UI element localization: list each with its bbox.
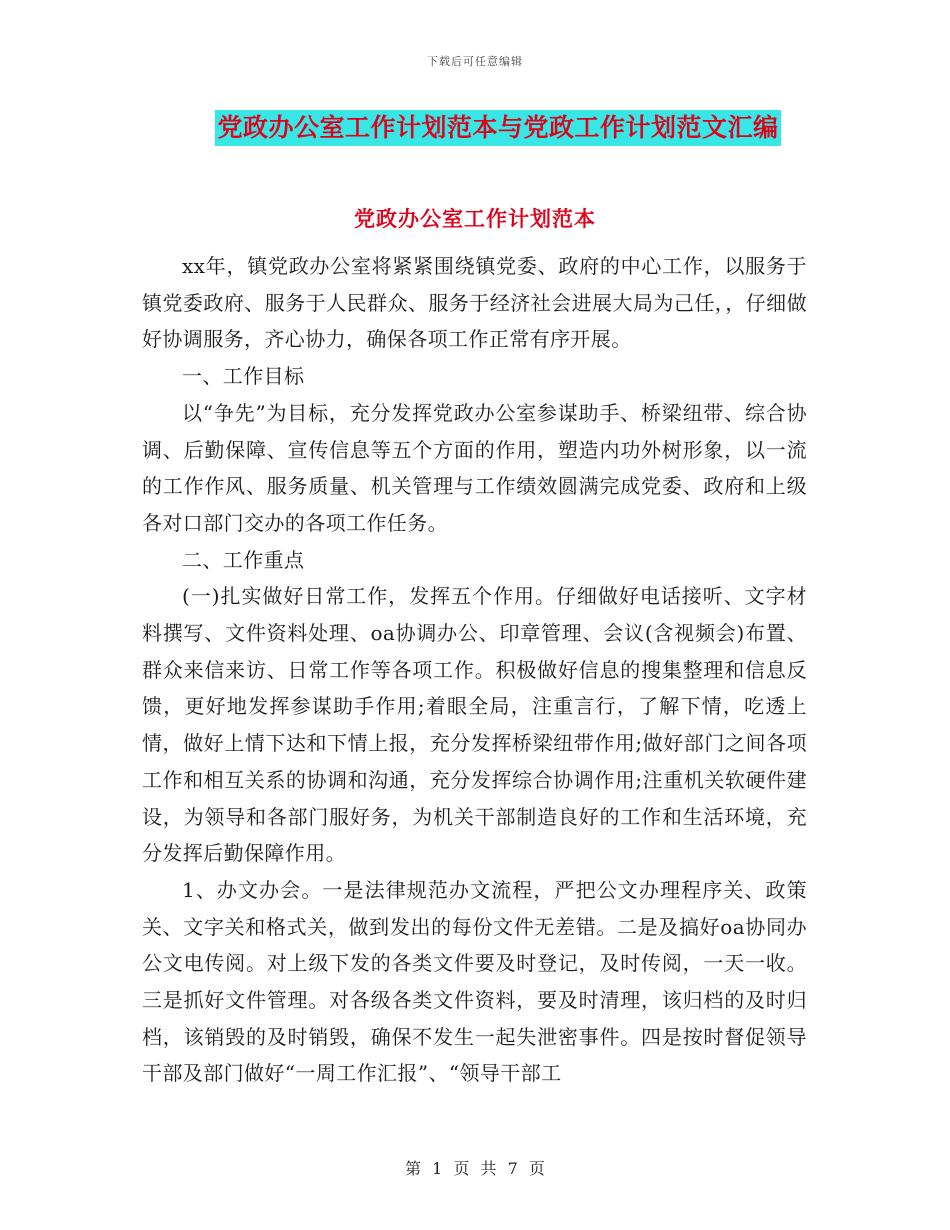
document-main-title: 党政办公室工作计划范本与党政工作计划范文汇编 — [215, 110, 780, 146]
header-note: 下载后可任意编辑 — [427, 55, 523, 68]
heading-work-focus: 二、工作重点 — [182, 547, 305, 572]
paragraph-goals: 以“争先”为目标，充分发挥党政办公室参谋助手、桥梁纽带、综合协调、后勤保障、宣传信息等五个方面的作用，塑造内功外树形象，以一流的工作作风、服务质量、机关管理与工作绩效圆满完成党委、政府和上级各对口部门交办的各项工作任务。 — [142, 400, 807, 535]
document-body — [142, 248, 807, 1092]
paragraph-intro: xx年，镇党政办公室将紧紧围绕镇党委、政府的中心工作，以服务于镇党委政府、服务于人民群众、服务于经济社会进展大局为己任，，仔细做好协调服务，齐心协力，确保各项工作正常有序开展。 — [142, 254, 807, 352]
page-number-footer: 第 1 页 共 7 页 — [405, 1159, 545, 1178]
main-title-container — [0, 110, 950, 146]
paragraph-documents-meetings: 1、办文办会。一是法律规范办文流程，严把公文办理程序关、政策关、文字关和格式关，做到发出的每份文件无差错。二是及搞好oa协同办公文电传阅。对上级下发的各类文件要及时登记，及时传阅，一天一收。三是抓好文件管理。对各级各类文件资料，要及时清理，该归档的及时归档，该销毁的及时销毁，确保不发生一起失泄密事件。四是按时督促领导干部及部门做好“一周工作汇报”、“领导干部工 — [142, 877, 807, 1086]
heading-work-goals: 一、工作目标 — [182, 364, 305, 389]
paragraph-daily-work: (一)扎实做好日常工作，发挥五个作用。仔细做好电话接听、文字材料撰写、文件资料处理、oa协调办公、印章管理、会议(含视频会)布置、群众来信来访、日常工作等各项工作。积极做好信息的搜集整理和信息反馈，更好地发挥参谋助手作用;着眼全局，注重言行，了解下情，吃透上情，做好上情下达和下情上报，充分发挥桥梁纽带作用;做好部门之间各项工作和相互关系的协调和沟通，充分发挥综合协调作用;注重机关软硬件建设，为领导和各部门服好务，为机关干部制造良好的工作和生活环境，充分发挥后勤保障作用。 — [142, 584, 807, 866]
section-title: 党政办公室工作计划范本 — [354, 206, 596, 231]
